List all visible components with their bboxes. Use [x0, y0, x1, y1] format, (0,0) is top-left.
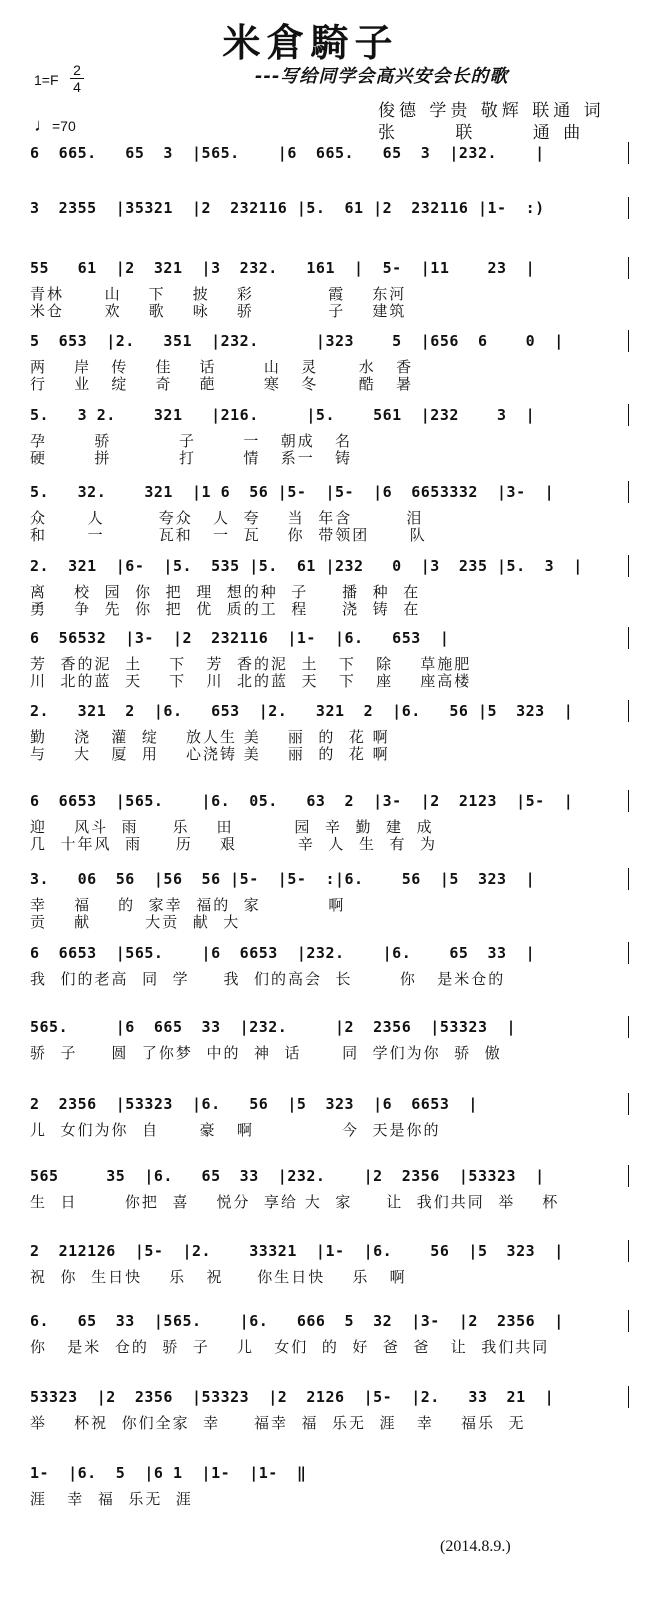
lyric-row: 勤 浇 灌 绽 放人生 美 丽 的 花 啊	[30, 728, 390, 746]
lyric-row: 生 日 你把 喜 悦分 享给 大 家 让 我们共同 举 杯	[30, 1193, 560, 1211]
notation-row: 53323 |2 2356 |53323 |2 2126 |5- |2. 33 21 |	[30, 1388, 555, 1406]
lyric-row: 硬 拼 打 情 系一 铸	[30, 449, 353, 467]
notation-row: 2. 321 2 |6. 653 |2. 321 2 |6. 56 |5 323 |	[30, 702, 574, 720]
bar-line	[628, 1016, 629, 1038]
notation-row: 2 2356 |53323 |6. 56 |5 323 |6 6653 |	[30, 1095, 478, 1113]
tempo-value: =70	[52, 118, 76, 134]
lyric-row: 几 十年风 雨 历 艰 辛 人 生 有 为	[30, 835, 438, 853]
notation-row: 6 665. 65 3 |565. |6 665. 65 3 |232. |	[30, 144, 545, 162]
lyric-row: 离 校 园 你 把 理 想的种 子 播 种 在	[30, 583, 421, 601]
bar-line	[628, 1240, 629, 1262]
bar-line	[628, 142, 629, 164]
lyric-row: 举 杯祝 你们全家 幸 福幸 福 乐无 涯 幸 福乐 无	[30, 1414, 526, 1432]
lyric-row: 行 业 绽 奇 葩 寒 冬 酷 暑	[30, 375, 414, 393]
lyric-row: 儿 女们为你 自 豪 啊 今 天是你的	[30, 1121, 441, 1139]
bar-line	[628, 330, 629, 352]
notation-row: 6 56532 |3- |2 232116 |1- |6. 653 |	[30, 629, 450, 647]
lyric-row: 涯 幸 福 乐无 涯	[30, 1490, 193, 1508]
lyric-row: 与 大 厦 用 心浇铸 美 丽 的 花 啊	[30, 745, 390, 763]
tempo-marking	[34, 115, 76, 136]
lyric-row: 贡 献 大贡 献 大	[30, 913, 241, 931]
bar-line	[628, 1093, 629, 1115]
lyric-row: 勇 争 先 你 把 优 质的工 程 浇 铸 在	[30, 600, 421, 618]
bar-line	[628, 404, 629, 426]
notation-row: 6 6653 |565. |6 6653 |232. |6. 65 33 |	[30, 944, 536, 962]
song-title: 米倉騎子	[222, 21, 399, 65]
lyric-row: 米仓 欢 歌 咏 骄 子 建筑	[30, 302, 407, 320]
lyric-row: 迎 风斗 雨 乐 田 园 辛 勤 建 成	[30, 818, 434, 836]
quarter-note-icon: ♩	[34, 115, 52, 135]
bar-line	[628, 1386, 629, 1408]
bar-line	[628, 627, 629, 649]
lyric-row: 幸 福 的 家幸 福的 家 啊	[30, 896, 346, 914]
lyric-row: 和 一 瓦和 一 瓦 你 带领团 队	[30, 526, 427, 544]
key-signature: 1=F	[34, 72, 59, 88]
bar-line	[628, 700, 629, 722]
lyric-row: 我 们的老高 同 学 我 们的高会 长 你 是米仓的	[30, 970, 506, 988]
notation-row: 5. 3 2. 321 |216. |5. 561 |232 3 |	[30, 406, 536, 424]
lyricist-credit: 俊德 学贵 敬辉 联通 词	[378, 101, 605, 121]
notation-row: 55 61 |2 321 |3 232. 161 | 5- |11 23 |	[30, 259, 536, 277]
composer-credit: 张 联 通 曲	[378, 123, 585, 143]
lyric-row: 青林 山 下 披 彩 霞 东河	[30, 285, 407, 303]
lyric-row: 众 人 夸众 人 夸 当 年含 泪	[30, 509, 424, 527]
lyric-row: 你 是米 仓的 骄 子 儿 女们 的 好 爸 爸 让 我们共同	[30, 1338, 550, 1356]
lyric-row: 孕 骄 子 一 朝成 名	[30, 432, 353, 450]
subtitle: ---写给同学会高兴安会长的歌	[255, 66, 509, 87]
bar-line	[628, 1310, 629, 1332]
notation-row: 1- |6. 5 |6 1 |1- |1- ‖	[30, 1464, 307, 1482]
notation-row: 565 35 |6. 65 33 |232. |2 2356 |53323 |	[30, 1167, 545, 1185]
notation-row: 3. 06 56 |56 56 |5- |5- :|6. 56 |5 323 |	[30, 870, 536, 888]
bar-line	[628, 790, 629, 812]
meter-bottom: 4	[73, 79, 81, 95]
bar-line	[628, 257, 629, 279]
notation-row: 5. 32. 321 |1 6 56 |5- |5- |6 6653332 |3- |	[30, 483, 555, 501]
lyric-row: 两 岸 传 佳 话 山 灵 水 香	[30, 358, 414, 376]
notation-row: 6 6653 |565. |6. 05. 63 2 |3- |2 2123 |5- |	[30, 792, 574, 810]
bar-line	[628, 942, 629, 964]
notation-row: 2. 321 |6- |5. 535 |5. 61 |232 0 |3 235 |5. 3 |	[30, 557, 583, 575]
notation-row: 5 653 |2. 351 |232. |323 5 |656 6 0 |	[30, 332, 564, 350]
lyric-row: 骄 子 圆 了你梦 中的 神 话 同 学们为你 骄 傲	[30, 1044, 502, 1062]
bar-line	[628, 197, 629, 219]
lyric-row: 祝 你 生日快 乐 祝 你生日快 乐 啊	[30, 1268, 407, 1286]
time-signature	[70, 62, 84, 95]
notation-row: 2 212126 |5- |2. 33321 |1- |6. 56 |5 323 |	[30, 1242, 564, 1260]
bar-line	[628, 481, 629, 503]
notation-row: 3 2355 |35321 |2 232116 |5. 61 |2 232116 |1- :)	[30, 199, 545, 217]
notation-row: 565. |6 665 33 |232. |2 2356 |53323 |	[30, 1018, 517, 1036]
composition-date: (2014.8.9.)	[440, 1538, 511, 1555]
notation-row: 6. 65 33 |565. |6. 666 5 32 |3- |2 2356 |	[30, 1312, 564, 1330]
lyric-row: 川 北的蓝 天 下 川 北的蓝 天 下 座 座高楼	[30, 672, 472, 690]
bar-line	[628, 868, 629, 890]
bar-line	[628, 555, 629, 577]
meter-top: 2	[73, 62, 81, 78]
bar-line	[628, 1165, 629, 1187]
lyric-row: 芳 香的泥 土 下 芳 香的泥 土 下 除 草施肥	[30, 655, 472, 673]
